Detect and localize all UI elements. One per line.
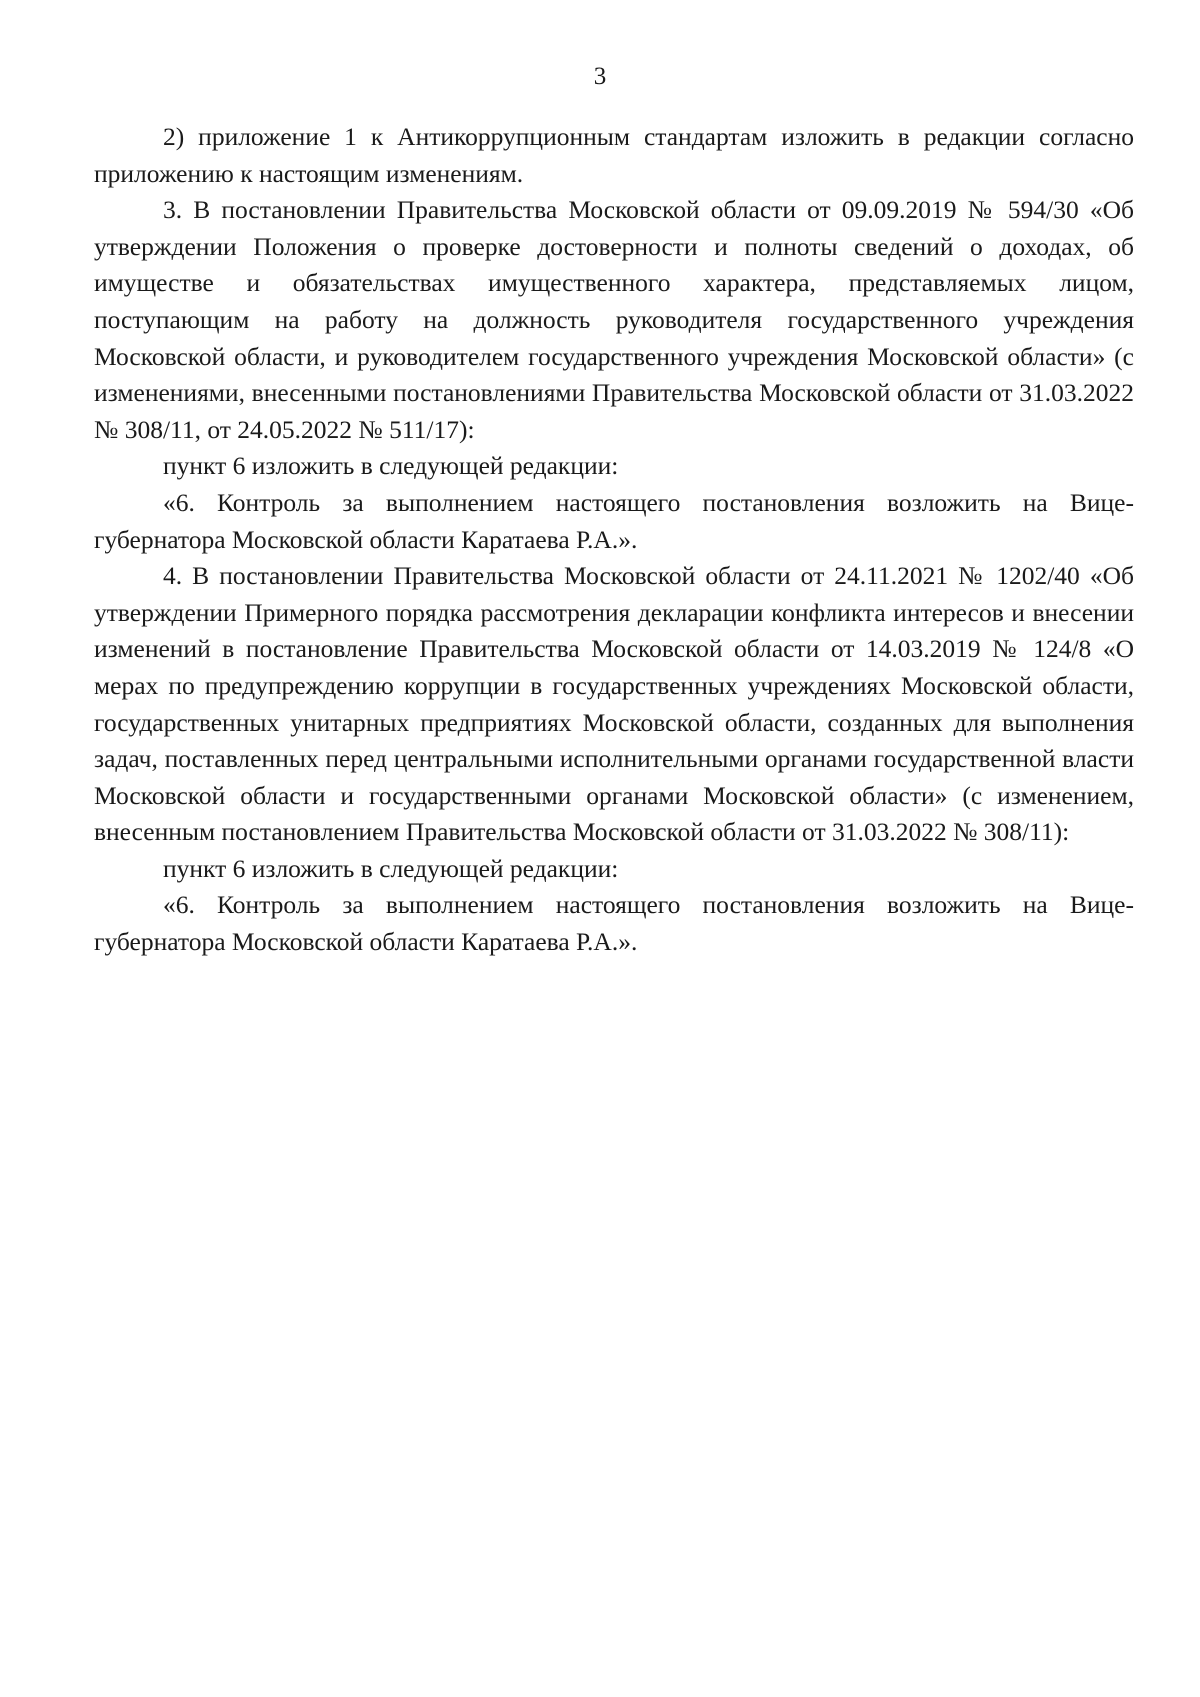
document-body	[94, 119, 1134, 961]
paragraph-point-6-intro-2: пункт 6 изложить в следующей редакции:	[163, 853, 619, 883]
paragraph-clause-4: 4. В постановлении Правительства Московской области от 24.11.2021 № 1202/40 «Об утверждении Примерного порядка рассмотрения декларации конфликта интересов и внесении изменений в постановление Правительства Московской области от 14.03.2019 № 124/8 «О мерах по предупреждению коррупции в государственных учреждениях Московской области, государственных унитарных предприятиях Московской области, созданных для выполнения задач, поставленных перед центральными исполнительными органами государственной власти Московской области и государственными органами Московской области» (с изменением, внесенным постановлением Правительства Московской области от 31.03.2022 № 308/11):	[94, 561, 1134, 847]
paragraph-point-6-text-2: «6. Контроль за выполнением настоящего постановления возложить на Вице-губернатора Московской области Каратаева Р.А.».	[94, 890, 1134, 957]
paragraph-point-6-intro: пункт 6 изложить в следующей редакции:	[163, 451, 619, 481]
paragraph-clause-3: 3. В постановлении Правительства Московской области от 09.09.2019 № 594/30 «Об утверждении Положения о проверке достоверности и полноты сведений о доходах, об имуществе и обязательствах имущественного характера, представляемых лицом, поступающим на работу на должность руководителя государственного учреждения Московской области, и руководителем государственного учреждения Московской области» (с изменениями, внесенными постановлениями Правительства Московской области от 31.03.2022 № 308/11, от 24.05.2022 № 511/17):	[94, 195, 1134, 444]
paragraph-item-2: 2) приложение 1 к Антикоррупционным стандартам изложить в редакции согласно приложению к настоящим изменениям.	[94, 122, 1134, 188]
page-number: 3	[593, 63, 607, 90]
paragraph-point-6-text: «6. Контроль за выполнением настоящего постановления возложить на Вице-губернатора Московской области Каратаева Р.А.».	[94, 487, 1134, 554]
